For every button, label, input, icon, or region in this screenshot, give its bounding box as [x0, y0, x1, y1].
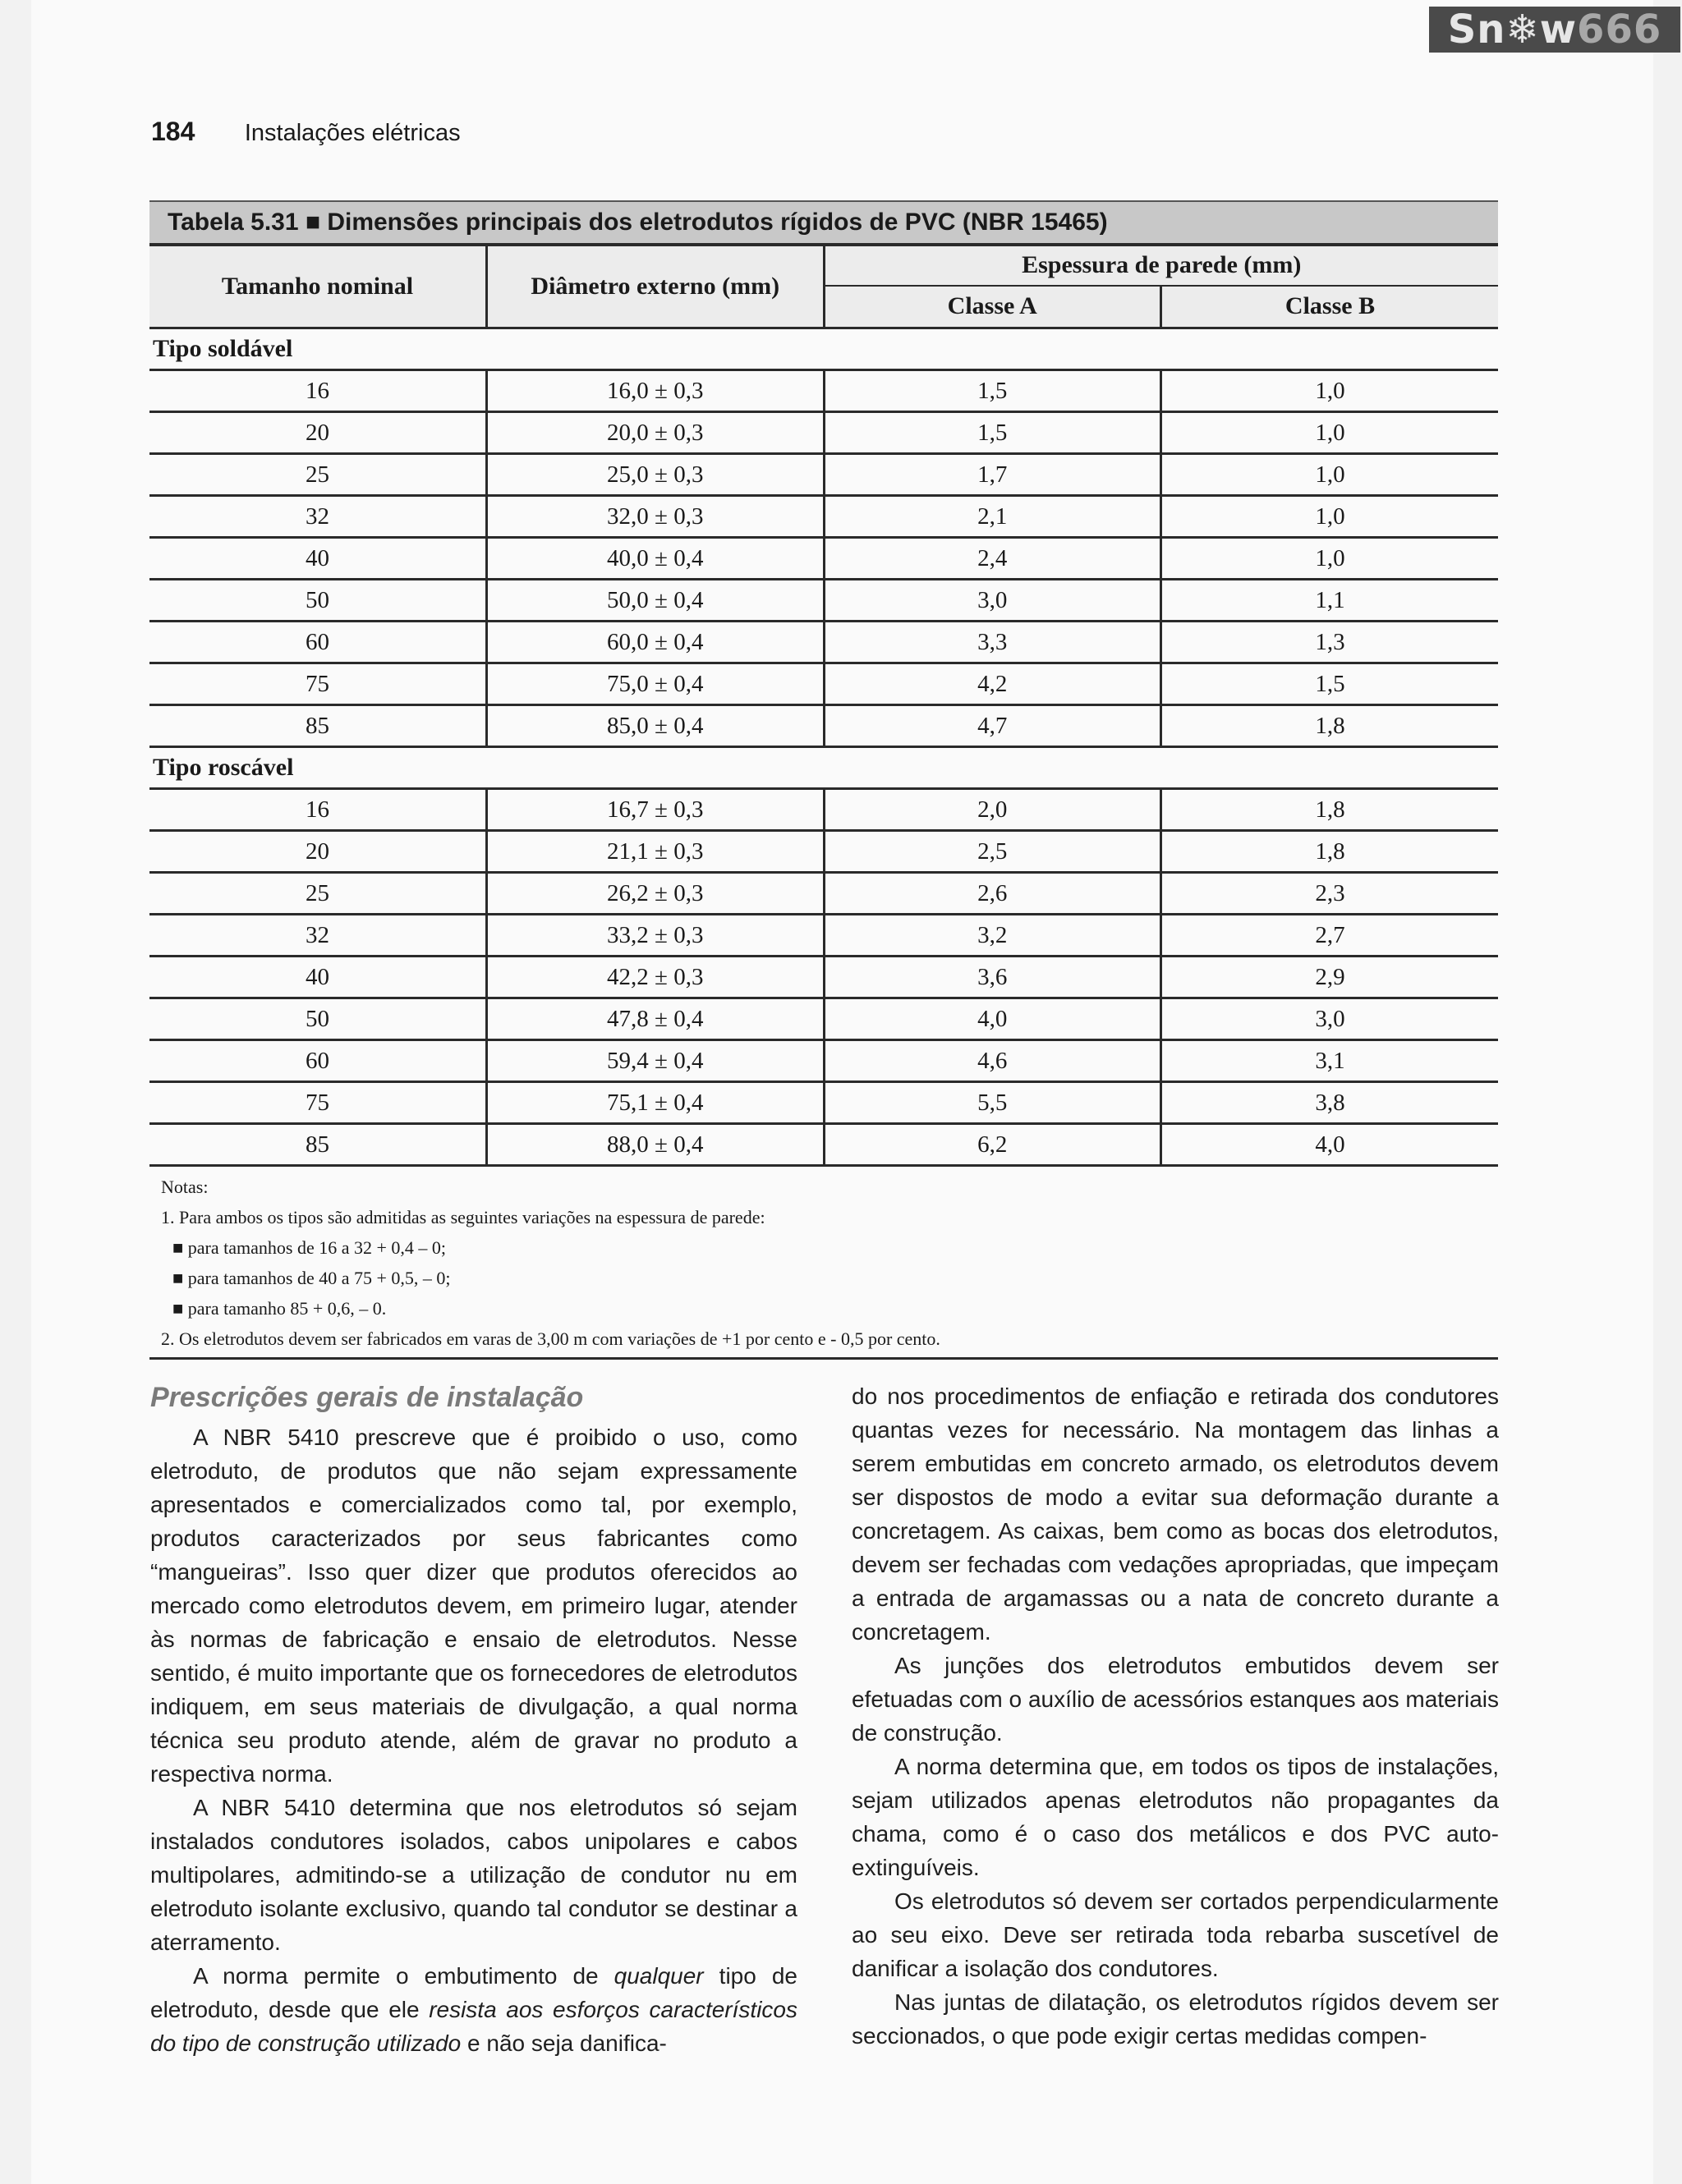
cell-outer-diameter: 59,4 ± 0,4 [487, 1040, 825, 1082]
paragraph: As junções dos eletrodutos embutidos devem ser efetuadas com o auxílio de acessórios estanques aos materiais de construção. [852, 1653, 1499, 1746]
paragraph-text: tipo de eletroduto, desde que ele [150, 1963, 797, 2022]
paragraph: Os eletrodutos só devem ser cortados perpendicularmente ao seu eixo. Deve ser retirada toda rebarba suscetível de danificar a isolação dos condutores. [852, 1888, 1499, 1981]
header-class-b: Classe B [1161, 286, 1499, 328]
cell-nominal-size: 40 [149, 538, 487, 580]
cell-nominal-size: 85 [149, 705, 487, 747]
paragraph: A NBR 5410 determina que nos eletrodutos só sejam instalados condutores isolados, cabos unipolares e cabos multipolares, admitindo-se a utilização de condutor nu em eletroduto isolante exclusivo, quando tal condutor se destinar a aterramento. [150, 1795, 797, 1955]
note-2: 2. Os eletrodutos devem ser fabricados em varas de 3,00 m com variações de +1 por cento e - 0,5 por cento. [161, 1328, 940, 1349]
section-label: Tipo roscável [149, 747, 1498, 789]
left-column [150, 1379, 797, 2060]
table-row [149, 789, 1498, 831]
cell-class-a: 2,4 [824, 538, 1161, 580]
table-row [149, 580, 1498, 622]
cell-class-a: 4,7 [824, 705, 1161, 747]
cell-class-b: 1,0 [1161, 538, 1499, 580]
cell-nominal-size: 60 [149, 1040, 487, 1082]
cell-class-a: 5,5 [824, 1082, 1161, 1124]
dimensions-table-block [149, 200, 1498, 1360]
watermark-logo [1429, 7, 1680, 53]
cell-class-b: 2,7 [1161, 915, 1499, 957]
cell-nominal-size: 25 [149, 454, 487, 496]
cell-class-b: 3,8 [1161, 1082, 1499, 1124]
note-bullet: ■ para tamanho 85 + 0,6, – 0. [172, 1298, 387, 1319]
paragraph: A norma determina que, em todos os tipos de instalações, sejam utilizados apenas eletrodutos não propagantes da chama, como é o caso dos metálicos e dos PVC auto-extinguíveis. [852, 1754, 1499, 1880]
table-row [149, 705, 1498, 747]
cell-outer-diameter: 40,0 ± 0,4 [487, 538, 825, 580]
cell-nominal-size: 32 [149, 915, 487, 957]
table-row [149, 454, 1498, 496]
cell-class-a: 3,3 [824, 622, 1161, 663]
cell-nominal-size: 20 [149, 412, 487, 454]
table-row [149, 998, 1498, 1040]
cell-nominal-size: 85 [149, 1124, 487, 1166]
cell-class-a: 2,0 [824, 789, 1161, 831]
paragraph: do nos procedimentos de enfiação e retirada dos condutores quantas vezes for necessário. Na montagem das linhas a serem embutidas em concreto armado, os eletrodutos devem ser dispostos de modo a evitar sua deformação durante a concretagem. As caixas, bem como as bocas dos eletrodutos, devem ser fechadas com vedações apropriadas, que impeçam a entrada de argamassas ou a nata de concreto durante a concretagem. [852, 1383, 1499, 1645]
table-row [149, 873, 1498, 915]
table-body [149, 328, 1498, 1166]
cell-class-a: 2,1 [824, 496, 1161, 538]
table-row [149, 831, 1498, 873]
table-caption: Tabela 5.31 ■ Dimensões principais dos eletrodutos rígidos de PVC (NBR 15465) [149, 200, 1498, 243]
cell-class-a: 4,0 [824, 998, 1161, 1040]
section-row [149, 747, 1498, 789]
cell-class-a: 3,2 [824, 915, 1161, 957]
cell-outer-diameter: 25,0 ± 0,3 [487, 454, 825, 496]
italic-text: qualquer [614, 1963, 704, 1989]
cell-nominal-size: 20 [149, 831, 487, 873]
cell-outer-diameter: 60,0 ± 0,4 [487, 622, 825, 663]
section-row [149, 328, 1498, 370]
notes-title: Notas: [161, 1177, 209, 1197]
cell-class-a: 4,2 [824, 663, 1161, 705]
cell-class-b: 1,0 [1161, 370, 1499, 412]
paragraph: A NBR 5410 prescreve que é proibido o uso, como eletroduto, de produtos que não sejam expressamente apresentados e comercializados como tal, por exemplo, produtos caracterizados por seus fabricantes como “mangueiras”. Isso quer dizer que produtos oferecidos ao mercado como eletrodutos devem, em primeiro lugar, atender às normas de fabricação e ensaio de eletrodutos. Nesse sentido, é muito importante que os fornecedores de eletrodutos indiquem, em seus materiais de divulgação, a qual norma técnica seu produto atende, além de gravar no produto a respectiva norma. [150, 1425, 797, 1787]
cell-class-b: 1,0 [1161, 412, 1499, 454]
cell-nominal-size: 75 [149, 1082, 487, 1124]
cell-class-a: 2,5 [824, 831, 1161, 873]
note-bullet: ■ para tamanhos de 40 a 75 + 0,5, – 0; [172, 1268, 451, 1288]
cell-class-a: 1,5 [824, 370, 1161, 412]
running-title: Instalações elétricas [244, 120, 461, 146]
cell-class-b: 1,0 [1161, 454, 1499, 496]
cell-nominal-size: 75 [149, 663, 487, 705]
cell-outer-diameter: 16,0 ± 0,3 [487, 370, 825, 412]
watermark-number: 666 [1577, 7, 1662, 53]
table-row [149, 957, 1498, 998]
table-row [149, 915, 1498, 957]
cell-outer-diameter: 47,8 ± 0,4 [487, 998, 825, 1040]
cell-outer-diameter: 75,0 ± 0,4 [487, 663, 825, 705]
table-row [149, 1040, 1498, 1082]
header-nominal-size: Tamanho nominal [149, 245, 487, 328]
page-number: 184 [151, 117, 195, 146]
cell-class-a: 6,2 [824, 1124, 1161, 1166]
section-title: Prescrições gerais de instalação [150, 1382, 584, 1413]
cell-class-b: 3,0 [1161, 998, 1499, 1040]
paragraph: Nas juntas de dilatação, os eletrodutos rígidos devem ser seccionados, o que pode exigir certas medidas compen- [852, 1989, 1499, 2049]
italic-text: resista aos esforços característicos do tipo de construção utilizado [150, 1997, 797, 2056]
cell-outer-diameter: 16,7 ± 0,3 [487, 789, 825, 831]
cell-class-b: 1,8 [1161, 705, 1499, 747]
section-label: Tipo soldável [149, 328, 1498, 370]
cell-nominal-size: 16 [149, 370, 487, 412]
cell-class-a: 1,5 [824, 412, 1161, 454]
cell-class-b: 1,5 [1161, 663, 1499, 705]
cell-class-b: 1,0 [1161, 496, 1499, 538]
dimensions-table [149, 243, 1498, 1167]
cell-nominal-size: 16 [149, 789, 487, 831]
cell-outer-diameter: 26,2 ± 0,3 [487, 873, 825, 915]
watermark-text: Sn [1447, 7, 1506, 53]
cell-outer-diameter: 75,1 ± 0,4 [487, 1082, 825, 1124]
table-row [149, 663, 1498, 705]
cell-class-a: 3,6 [824, 957, 1161, 998]
cell-class-a: 3,0 [824, 580, 1161, 622]
cell-outer-diameter: 50,0 ± 0,4 [487, 580, 825, 622]
cell-class-b: 1,8 [1161, 831, 1499, 873]
table-notes [149, 1167, 1498, 1360]
cell-class-a: 1,7 [824, 454, 1161, 496]
header-outer-diameter: Diâmetro externo (mm) [487, 245, 825, 328]
cell-outer-diameter: 21,1 ± 0,3 [487, 831, 825, 873]
table-row [149, 496, 1498, 538]
cell-outer-diameter: 85,0 ± 0,4 [487, 705, 825, 747]
right-column [852, 1379, 1499, 2053]
table-row [149, 538, 1498, 580]
table-row [149, 1124, 1498, 1166]
cell-nominal-size: 25 [149, 873, 487, 915]
cell-nominal-size: 50 [149, 580, 487, 622]
cell-class-b: 1,1 [1161, 580, 1499, 622]
cell-nominal-size: 60 [149, 622, 487, 663]
snowflake-icon: ❄ [1505, 7, 1540, 53]
cell-class-b: 3,1 [1161, 1040, 1499, 1082]
cell-outer-diameter: 20,0 ± 0,3 [487, 412, 825, 454]
paragraph-text: A norma permite o embutimento de [193, 1963, 614, 1989]
watermark-text-2: w [1539, 7, 1578, 53]
cell-class-a: 4,6 [824, 1040, 1161, 1082]
note-bullet: ■ para tamanhos de 16 a 32 + 0,4 – 0; [172, 1237, 447, 1258]
table-row [149, 412, 1498, 454]
paragraph [150, 1959, 797, 2060]
table-row [149, 1082, 1498, 1124]
page-header [151, 117, 461, 158]
cell-class-b: 4,0 [1161, 1124, 1499, 1166]
note-1: 1. Para ambos os tipos são admitidas as seguintes variações na espessura de parede: [161, 1207, 765, 1227]
cell-outer-diameter: 42,2 ± 0,3 [487, 957, 825, 998]
cell-nominal-size: 32 [149, 496, 487, 538]
cell-class-b: 2,3 [1161, 873, 1499, 915]
cell-outer-diameter: 33,2 ± 0,3 [487, 915, 825, 957]
cell-nominal-size: 50 [149, 998, 487, 1040]
cell-outer-diameter: 88,0 ± 0,4 [487, 1124, 825, 1166]
paragraph-text: e não seja danifica- [461, 2030, 667, 2056]
cell-class-b: 2,9 [1161, 957, 1499, 998]
header-wall-thickness: Espessura de parede (mm) [824, 245, 1498, 286]
cell-class-b: 1,8 [1161, 789, 1499, 831]
header-class-a: Classe A [824, 286, 1161, 328]
cell-class-a: 2,6 [824, 873, 1161, 915]
cell-outer-diameter: 32,0 ± 0,3 [487, 496, 825, 538]
table-row [149, 622, 1498, 663]
table-row [149, 370, 1498, 412]
cell-nominal-size: 40 [149, 957, 487, 998]
cell-class-b: 1,3 [1161, 622, 1499, 663]
